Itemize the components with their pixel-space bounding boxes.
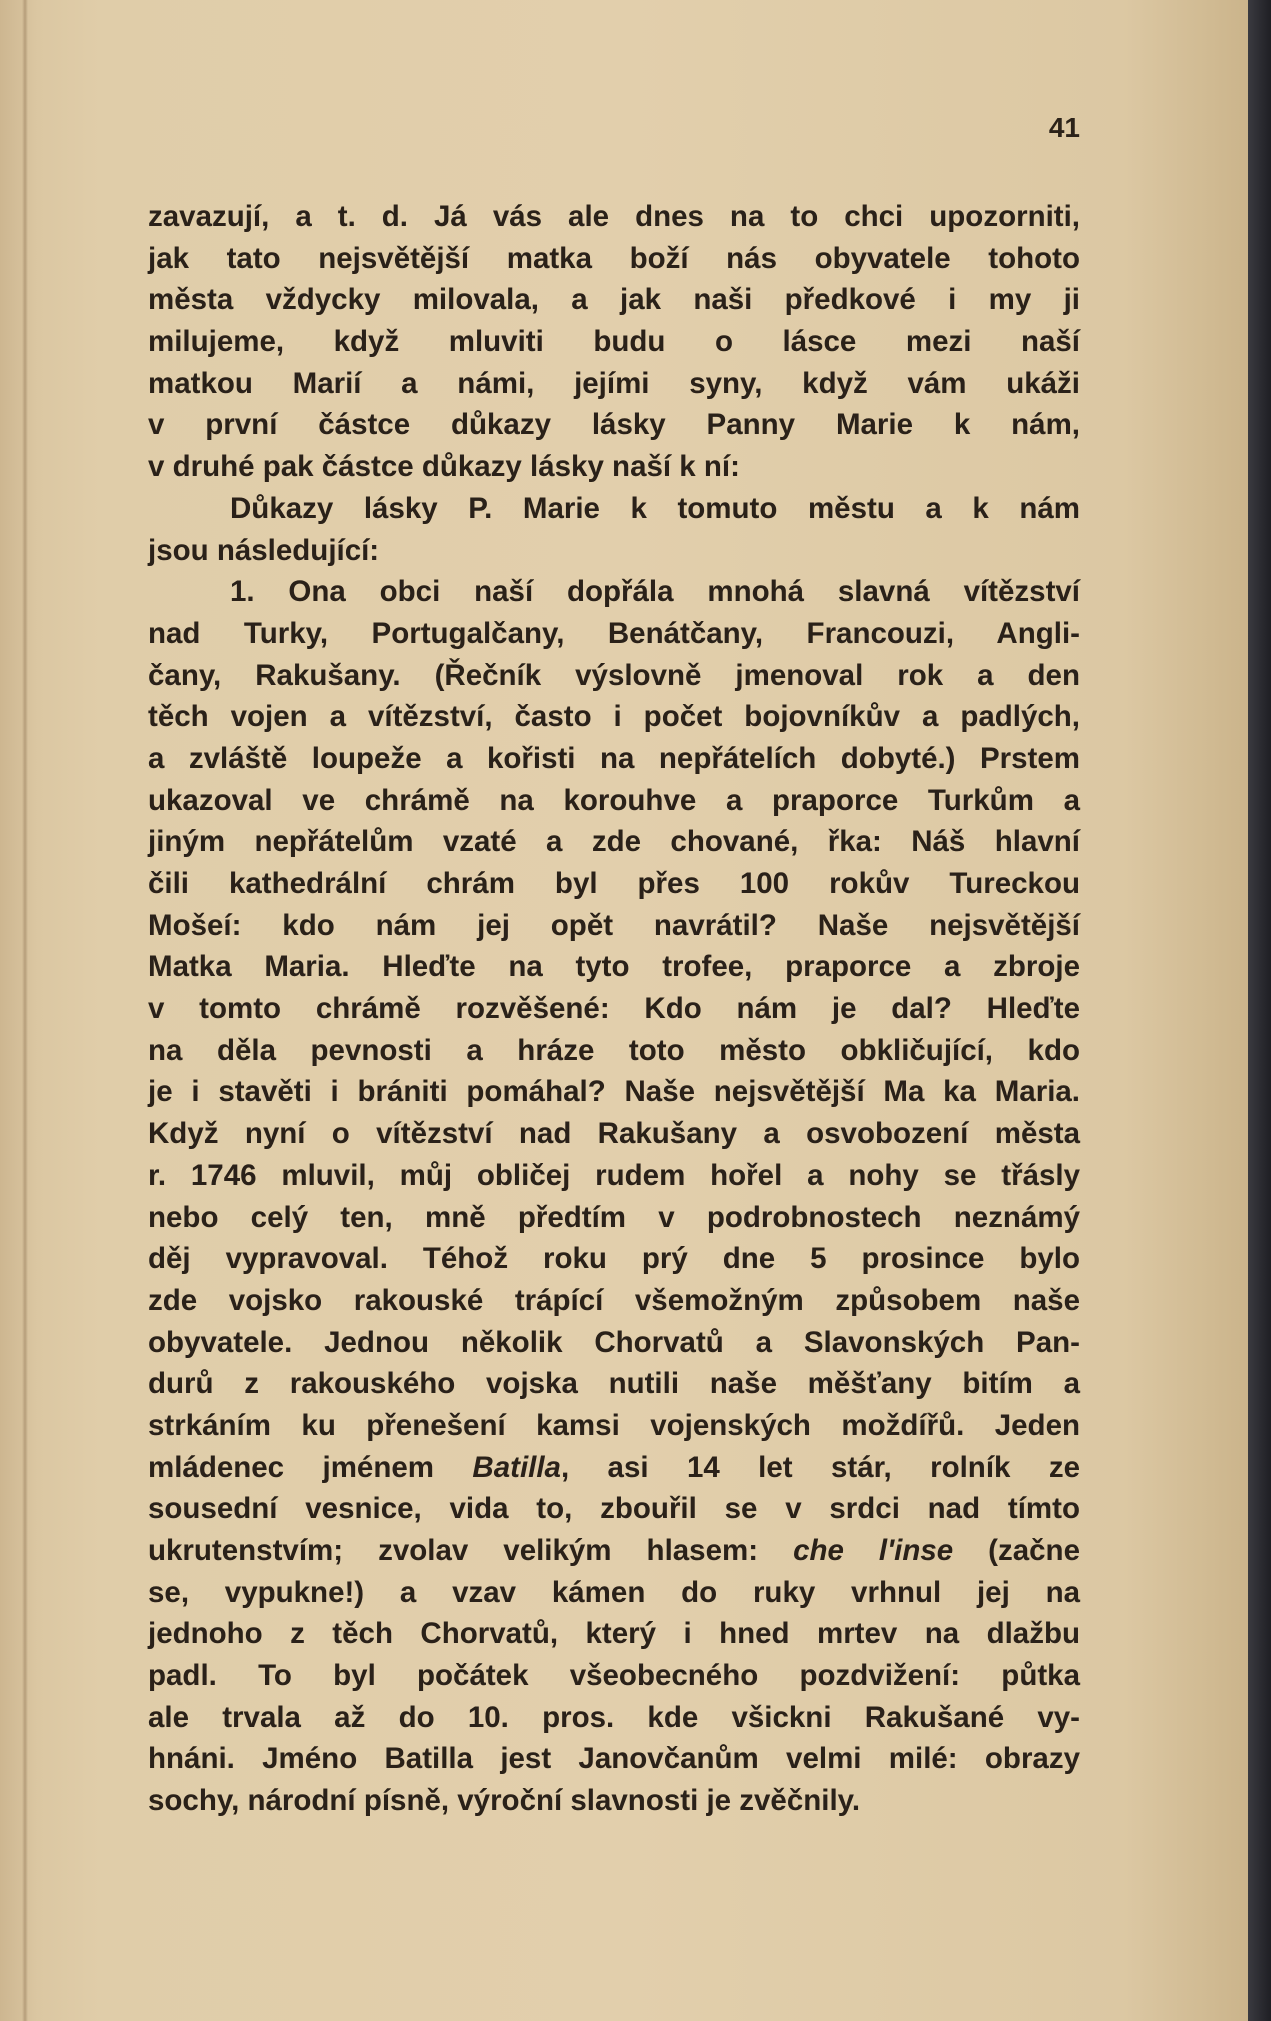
- text-line: nebo celý ten, mně předtím v podrobnostech neznámý: [148, 1200, 1080, 1234]
- text-line: r. 1746 mluvil, můj obličej rudem hořel a nohy se třásly: [148, 1158, 1080, 1192]
- text-line: ukazoval ve chrámě na korouhve a praporce Turkům a: [148, 783, 1080, 817]
- scan-background-edge: [1248, 0, 1271, 2021]
- text-line: jednoho z těch Chorvatů, který i hned mrtev na dlažbu: [148, 1617, 1080, 1651]
- text-line: matkou Marií a námi, jejími syny, když vám ukáži: [148, 366, 1080, 400]
- text-line: milujeme, když mluviti budu o lásce mezi naší: [148, 325, 1080, 359]
- text-line: durů z rakouského vojska nutili naše měšťany bitím a: [148, 1367, 1080, 1401]
- text-line: zde vojsko rakouské trápící všemožným způsobem naše: [148, 1283, 1080, 1317]
- italic-word: Batilla: [472, 1450, 561, 1484]
- text-segment: (začne: [953, 1534, 1080, 1567]
- text-line: se, vypukne!) a vzav kámen do ruky vrhnul jej na: [148, 1575, 1080, 1609]
- text-line: 1. Ona obci naší dopřála mnohá slavná vítězství: [230, 575, 1080, 609]
- text-line: jsou následující:: [148, 533, 380, 567]
- text-line: Mošeí: kdo nám jej opět navrátil? Naše nejsvětější: [148, 908, 1080, 942]
- text-line: na děla pevnosti a hráze toto město obkličující, kdo: [148, 1033, 1080, 1067]
- text-line: v první částce důkazy lásky Panny Marie k nám,: [148, 408, 1080, 442]
- text-segment: mládenec jménem: [148, 1450, 473, 1484]
- text-line: nad Turky, Portugalčany, Benátčany, Francouzi, Angli-: [148, 616, 1080, 650]
- italic-word: che l'inse: [793, 1534, 954, 1567]
- text-line: čili kathedrální chrám byl přes 100 rokův Tureckou: [148, 867, 1080, 900]
- binding-gutter: [22, 0, 28, 2021]
- text-line: strkáním ku přenešení kamsi vojenských moždířů. Jeden: [148, 1408, 1080, 1442]
- text-line: a zvláště loupeže a kořisti na nepřátelích dobyté.) Prstem: [148, 741, 1080, 775]
- text-line: je i stavěti i brániti pomáhal? Naše nejsvětější Ma ka Maria.: [148, 1075, 1080, 1109]
- text-line: padl. To byl počátek všeobecného pozdvižení: půtka: [148, 1659, 1080, 1693]
- text-line: v tomto chrámě rozvěšené: Kdo nám je dal? Hleďte: [148, 992, 1080, 1026]
- text-line: Když nyní o vítězství nad Rakušany a osvobození města: [148, 1117, 1080, 1151]
- text-line: v druhé pak částce důkazy lásky naší k ní:: [148, 450, 740, 484]
- body-text: [148, 196, 1080, 1822]
- text-line: jak tato nejsvětější matka boží nás obyvatele tohoto: [148, 241, 1080, 275]
- text-line: ale trvala až do 10. pros. kde všickni Rakušané vy-: [148, 1700, 1080, 1734]
- text-line: sochy, národní písně, výroční slavnosti je zvěčnily.: [148, 1784, 861, 1818]
- text-line: [148, 1447, 1080, 1489]
- text-line: čany, Rakušany. (Řečník výslovně jmenoval rok a den: [148, 658, 1080, 692]
- text-segment: ukrutenstvím; zvolav velikým hlasem:: [148, 1534, 794, 1567]
- text-line: těch vojen a vítězství, často i počet bojovníkův a padlých,: [148, 700, 1080, 734]
- text-line: Důkazy lásky P. Marie k tomuto městu a k nám: [230, 491, 1080, 525]
- text-line: hnáni. Jméno Batilla jest Janovčanům velmi milé: obrazy: [148, 1742, 1080, 1776]
- page-number: 41: [1048, 112, 1080, 143]
- text-line: jiným nepřátelům vzaté a zde chované, řka: Náš hlavní: [148, 825, 1080, 859]
- text-line: [148, 1530, 1080, 1572]
- text-line: obyvatele. Jednou několik Chorvatů a Slavonských Pan-: [148, 1325, 1080, 1359]
- text-line: zavazují, a t. d. Já vás ale dnes na to chci upozorniti,: [148, 200, 1080, 233]
- text-line: děj vypravoval. Téhož roku prý dne 5 prosince bylo: [148, 1242, 1080, 1276]
- text-line: sousední vesnice, vida to, zbouřil se v srdci nad tímto: [148, 1492, 1080, 1526]
- text-segment: , asi 14 let stár, rolník ze: [560, 1450, 1080, 1484]
- text-line: města vždycky milovala, a jak naši předkové i my ji: [148, 283, 1080, 317]
- text-line: Matka Maria. Hleďte na tyto trofee, praporce a zbroje: [148, 950, 1080, 984]
